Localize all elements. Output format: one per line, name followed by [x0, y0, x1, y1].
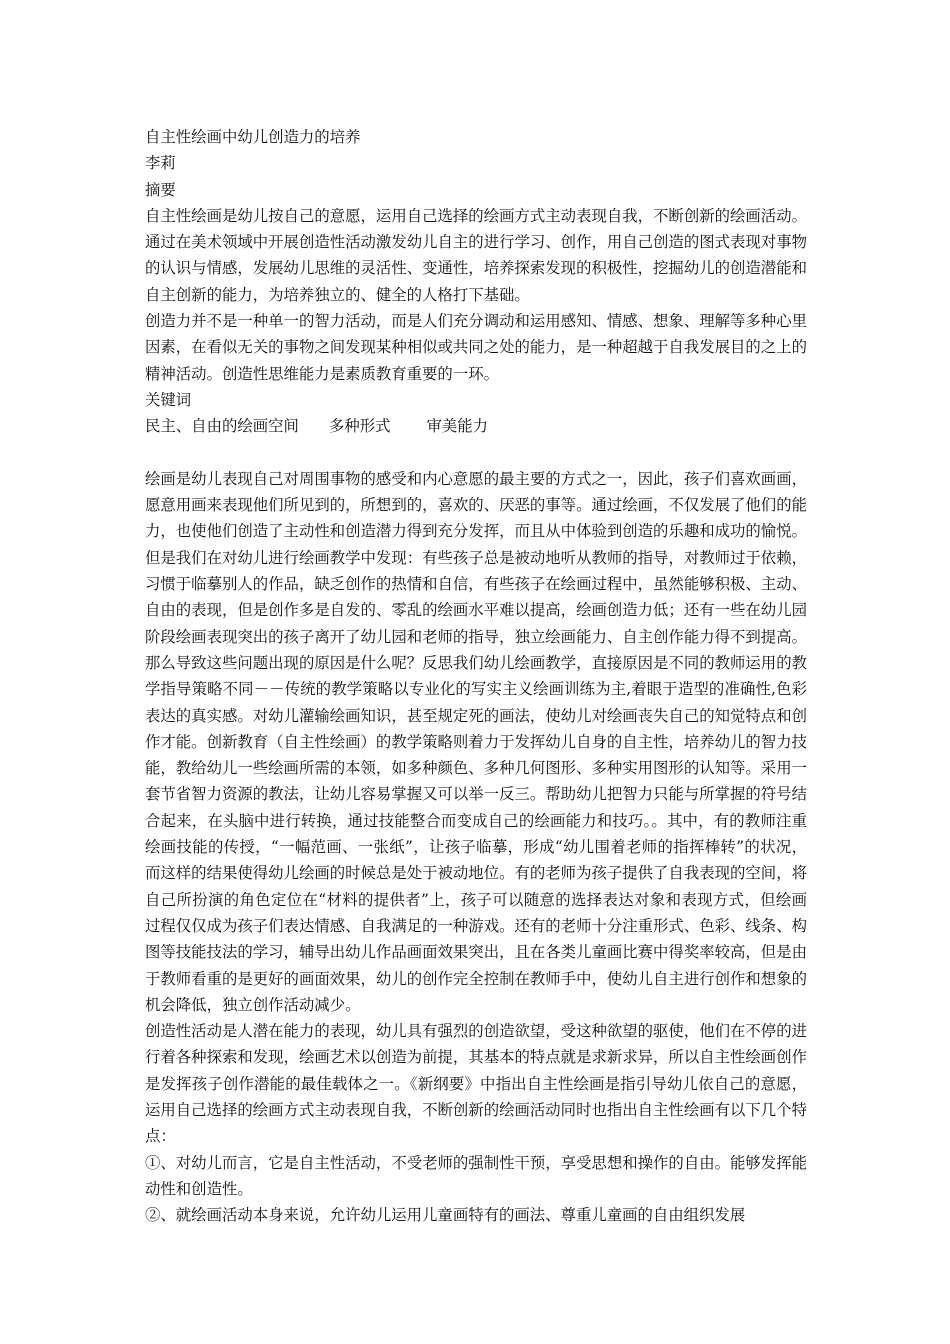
- abstract-heading: 摘要: [145, 180, 176, 199]
- keywords-line: [145, 413, 807, 439]
- list-item: ①、对幼儿而言，它是自主性活动，不受老师的强制性干预，享受思想和操作的自由。能够发挥能动性和创造性。: [145, 1153, 807, 1198]
- keyword: 审美能力: [426, 417, 489, 436]
- keywords-heading: 关键词: [145, 390, 192, 409]
- blank-line: [145, 440, 807, 466]
- document-title: 自主性绘画中幼儿创造力的培养: [145, 128, 361, 146]
- abstract-paragraph: 自主性绘画是幼儿按自己的意愿，运用自己选择的绘画方式主动表现自我，不断创新的绘画活动。通过在美术领域中开展创造性活动激发幼儿自主的进行学习、创作，用自己创造的图式表现对事物的认识与情感，发展幼儿思维的灵活性、变通性，培养探索发现的积极性，挖掘幼儿的创造潜能和自主创新的能力，为培养独立的、健全的人格打下基础。: [145, 206, 807, 304]
- abstract-paragraph: 创造力并不是一种单一的智力活动，而是人们充分调动和运用感知、情感、想象、理解等多种心里因素，在看似无关的事物之间发现某种相似或共同之处的能力，是一种超越于自我发展目的之上的精神活动。创造性思维能力是素质教育重要的一环。: [145, 312, 807, 383]
- list-item: ②、就绘画活动本身来说，允许幼儿运用儿童画特有的画法、尊重儿童画的自由组织发展: [145, 1206, 746, 1225]
- keyword: 多种形式: [328, 417, 391, 436]
- keyword: 民主、自由的绘画空间: [145, 417, 299, 436]
- body-paragraph: 创造性活动是人潜在能力的表现，幼儿具有强烈的创造欲望，受这种欲望的驱使，他们在不停的进行着各种探索和发现，绘画艺术以创造为前提，其基本的特点就是求新求异，所以自主性绘画创作是发挥孩子创作潜能的最佳载体之一。《新纲要》中指出自主性绘画是指引导幼儿依自己的意愿，运用自己选择的绘画方式主动表现自我，不断创新的绘画活动同时也指出自主性绘画有以下几个特点：: [145, 1022, 807, 1146]
- author-name: 李莉: [145, 154, 176, 173]
- body-paragraph: 绘画是幼儿表现自己对周围事物的感受和内心意愿的最主要的方式之一，因此，孩子们喜欢画画，愿意用画来表现他们所见到的，所想到的，喜欢的、厌恶的事等。通过绘画，不仅发展了他们的能力，也使他们创造了主动性和创造潜力得到充分发挥，而且从中体验到创造的乐趣和成功的愉悦。但是我们在对幼儿进行绘画教学中发现：有些孩子总是被动地听从教师的指导，对教师过于依赖，习惯于临摹别人的作品，缺乏创作的热情和自信，有些孩子在绘画过程中，虽然能够积极、主动、自由的表现，但是创作多是自发的、零乱的绘画水平难以提高，绘画创造力低；还有一些在幼儿园阶段绘画表现突出的孩子离开了幼儿园和老师的指导，独立绘画能力、自主创作能力得不到提高。那么导致这些问题出现的原因是什么呢？反思我们幼儿绘画教学，直接原因是不同的教师运用的教学指导策略不同－－传统的教学策略以专业化的写实主义绘画训练为主,着眼于造型的准确性,色彩表达的真实感。对幼儿灌输绘画知识，甚至规定死的画法，使幼儿对绘画丧失自己的知觉特点和创作才能。创新教育（自主性绘画）的教学策略则着力于发挥幼儿自身的自主性，培养幼儿的智力技能，教给幼儿一些绘画所需的本领，如多种颜色、多种几何图形、多种实用图形的认知等。采用一套节省智力资源的教法，让幼儿容易掌握又可以举一反三。帮助幼儿把智力只能与所掌握的符号结合起来，在头脑中进行转换，通过技能整合而变成自己的绘画能力和技巧。。其中，有的教师注重绘画技能的传授，“一幅范画、一张纸”，让孩子临摹，形成“幼儿围着老师的指挥棒转”的状况，而这样的结果使得幼儿绘画的时候总是处于被动地位。有的老师为孩子提供了自我表现的空间，将自己所扮演的角色定位在“材料的提供者”上，孩子可以随意的选择表达对象和表现方式，但绘画过程仅仅成为孩子们表达情感、自我满足的一种游戏。还有的老师十分注重形式、色彩、线条、构图等技能技法的学习，辅导出幼儿作品画面效果突出，且在各类儿童画比赛中得奖率较高，但是由于教师看重的是更好的画面效果，幼儿的创作完全控制在教师手中，使幼儿自主进行创作和想象的机会降低，独立创作活动减少。: [145, 469, 807, 1014]
- document-page: [145, 124, 807, 1228]
